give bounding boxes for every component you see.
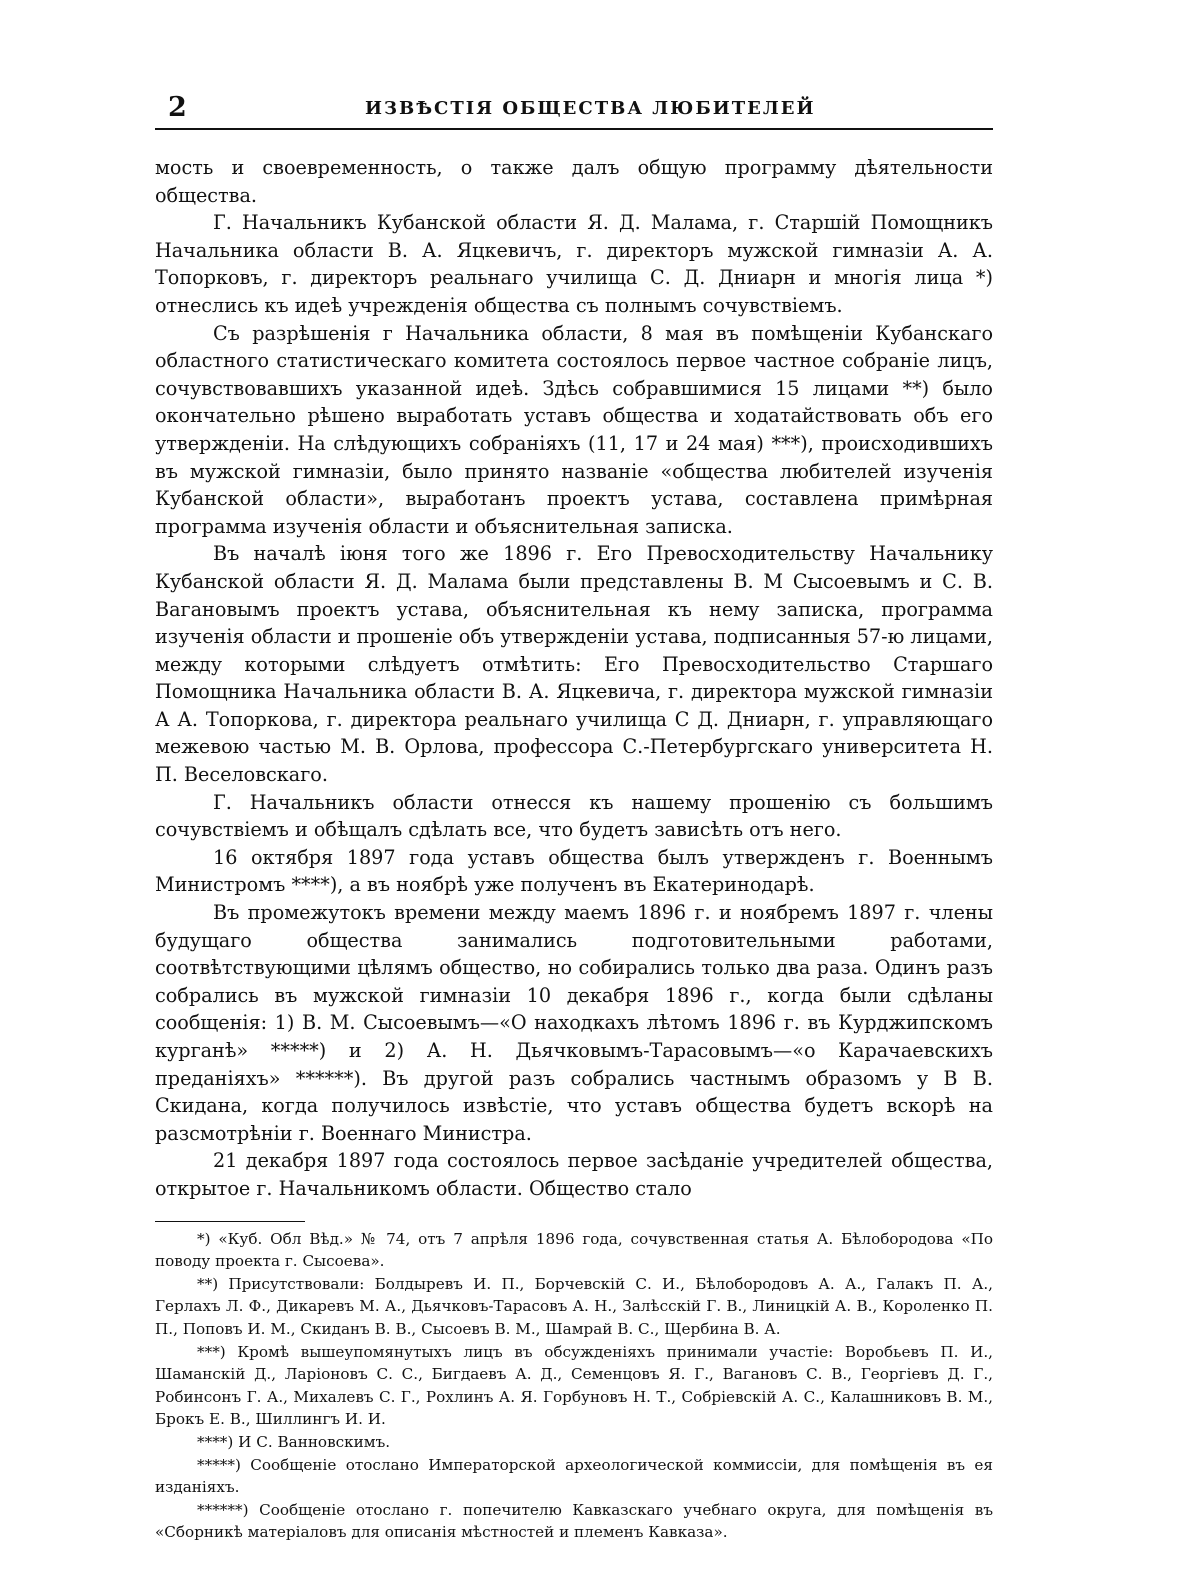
footnote-divider — [155, 1221, 305, 1222]
main-text — [155, 154, 993, 1203]
running-title: ИЗВѢСТІЯ ОБЩЕСТВА ЛЮБИТЕЛЕЙ — [365, 98, 816, 119]
paragraph: мость и своевременность, о также далъ общую программу дѣятельности общества. — [155, 156, 993, 207]
paragraph: 16 октября 1897 года уставъ общества былъ утвержденъ г. Военнымъ Министромъ ****), а въ ноябрѣ уже полученъ въ Екатеринодарѣ. — [155, 845, 993, 897]
footnote: *****) Сообщеніе отослано Императорской археологической коммиссіи, для помѣщенія въ ея изданіяхъ. — [155, 1455, 993, 1497]
document-page — [155, 88, 993, 1544]
page-number: 2 — [168, 92, 187, 123]
page-header — [155, 88, 993, 130]
paragraph: Г. Начальникъ Кубанской области Я. Д. Малама, г. Старшій Помощникъ Начальника области В. А. Яцкевичъ, г. директоръ мужской гимназіи А. А. Топорковъ, г. директоръ реальнаго училища С. Д. Дниарн и многія лица *) отнеслись къ идеѣ учрежденія общества съ полнымъ сочувствіемъ. — [155, 211, 993, 317]
footnote: ******) Сообщеніе отослано г. попечителю Кавказскаго учебнаго округа, для помѣщенія въ «Сборникѣ матеріаловъ для описанія мѣстностей и племенъ Кавказа». — [155, 1500, 993, 1542]
footnotes — [155, 1228, 993, 1544]
paragraph: Г. Начальникъ области отнесся къ нашему прошенію съ большимъ сочувствіемъ и обѣщалъ сдѣлать все, что будетъ зависѣть отъ него. — [155, 790, 993, 842]
paragraph: 21 декабря 1897 года состоялось первое засѣданіе учредителей общества, открытое г. Начальникомъ области. Общество стало — [155, 1149, 993, 1200]
paragraph: Въ промежутокъ времени между маемъ 1896 г. и ноябремъ 1897 г. члены будущаго общества занимались подготовительными работами, соотвѣтствующими цѣлямъ общество, но собирались только два раза. Одинъ разъ собрались въ мужской гимназіи 10 декабря 1896 г., когда были сдѣланы сообщенія: 1) В. М. Сысоевымъ—«О находкахъ лѣтомъ 1896 г. въ Курджипскомъ курганѣ» *****) и 2) А. Н. Дьячковымъ-Тарасовымъ—«о Карачаевскихъ преданіяхъ» ******). Въ другой разъ собрались частнымъ образомъ у В В. Скидана, когда получилось извѣстіе, что уставъ общества будетъ вскорѣ на разсмотрѣніи г. Военнаго Министра. — [155, 901, 993, 1145]
footnote: **) Присутствовали: Болдыревъ И. П., Борчевскій С. И., Бѣлобородовъ А. А., Галакъ П. А., Герлахъ Л. Ф., Дикаревъ М. А., Дьячковъ-Тарасовъ А. Н., Залѣсскій Г. В., Линицкій А. В., Короленко П. П., Поповъ И. М., Скиданъ В. В., Сысоевъ В. М., Шамрай В. С., Щербина В. А. — [155, 1274, 993, 1338]
paragraph: Въ началѣ іюня того же 1896 г. Его Превосходительству Начальнику Кубанской области Я. Д. Малама были представлены В. М Сысоевымъ и С. В. Вагановымъ проектъ устава, объяснительная къ нему записка, программа изученія области и прошеніе объ утвержденіи устава, подписанныя 57-ю лицами, между которыми слѣдуетъ отмѣтить: Его Превосходительство Старшаго Помощника Начальника области В. А. Яцкевича, г. директора мужской гимназіи А А. Топоркова, г. директора реальнаго училища С Д. Дниарн, г. управляющаго межевою частью М. В. Орлова, профессора С.-Петербургскаго университета Н. П. Веселовскаго. — [155, 542, 993, 787]
paragraph: Съ разрѣшенія г Начальника области, 8 мая въ помѣщеніи Кубанскаго областного статистическаго комитета состоялось первое частное собраніе лицъ, сочувствовавшихъ указанной идеѣ. Здѣсь собравшимися 15 лицами **) было окончательно рѣшено выработать уставъ общества и ходатайствовать объ его утвержденіи. На слѣдующихъ собраніяхъ (11, 17 и 24 мая) ***), происходившихъ въ мужской гимназіи, было принято названіе «общества любителей изученія Кубанской области», выработанъ проектъ устава, составлена примѣрная программа изученія области и объяснительная записка. — [155, 321, 993, 538]
footnote: *) «Куб. Обл Вѣд.» № 74, отъ 7 апрѣля 1896 года, сочувственная статья А. Бѣлобородова «По поводу проекта г. Сысоева». — [155, 1229, 993, 1271]
footnote: ***) Кромѣ вышеупомянутыхъ лицъ въ обсужденіяхъ принимали участіе: Воробьевъ П. И., Шаманскій Д., Ларіоновъ С. С., Бигдаевъ А. Д., Семенцовъ Я. Г., Вагановъ С. В., Георгіевъ Д. Г., Робинсонъ Г. А., Михалевъ С. Г., Рохлинъ А. Я. Горбуновъ Н. Т., Собріевскій А. С., Калашниковъ В. М., Брокъ Е. В., Шиллингъ И. И. — [155, 1342, 993, 1429]
footnote: ****) И С. Ванновскимъ. — [197, 1432, 391, 1451]
